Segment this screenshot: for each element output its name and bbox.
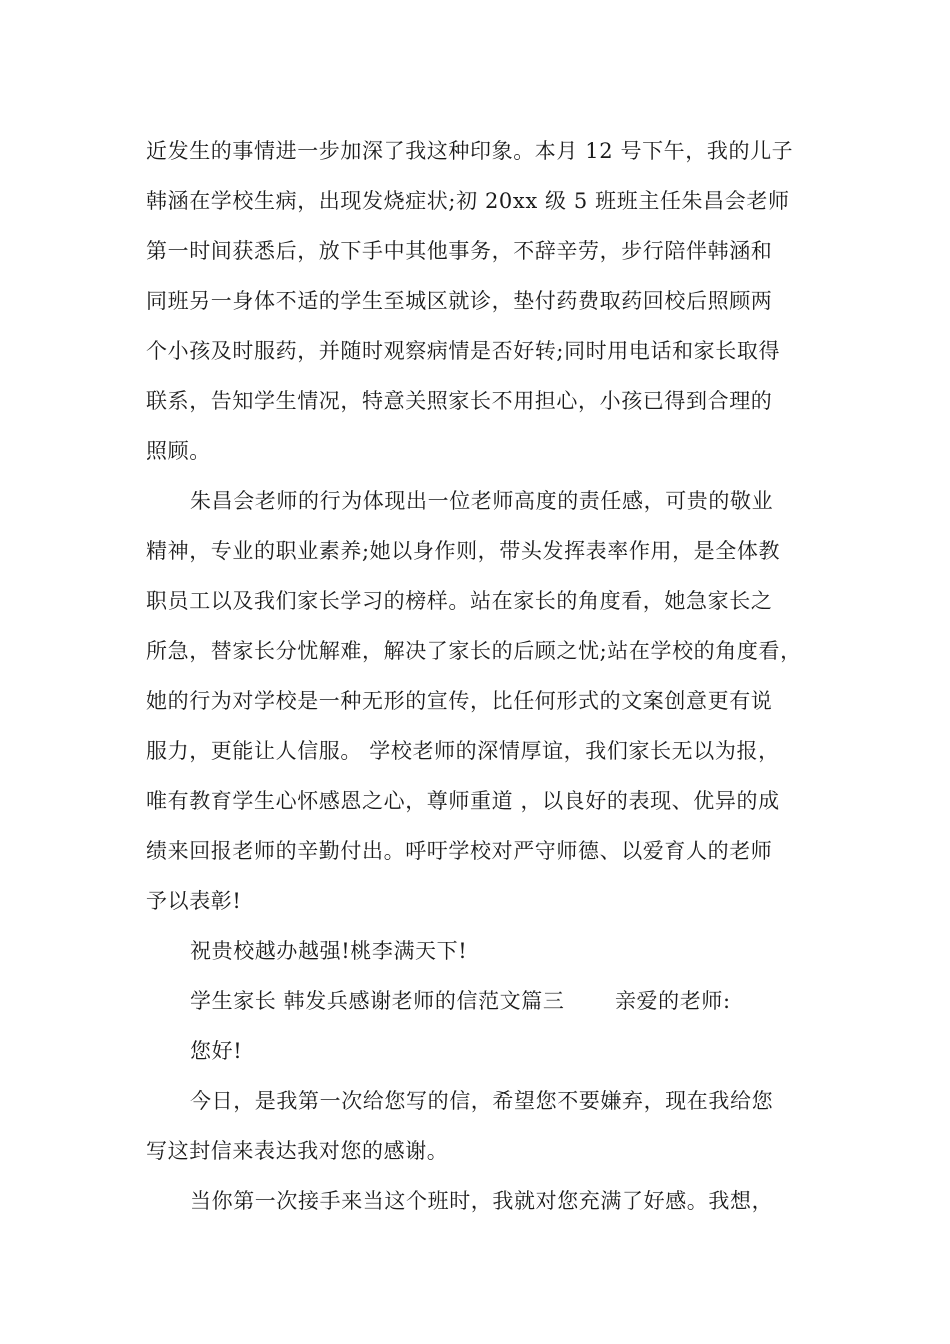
paragraph-1-line-3: 第一时间获悉后，放下手中其他事务，不辞辛劳，步行陪伴韩涵和 [146, 239, 773, 263]
paragraph-2-line-4: 所急，替家长分忧解难，解决了家长的后顾之忧;站在学校的角度看， [146, 639, 802, 663]
greeting-line: 您好! [190, 1039, 243, 1063]
paragraph-2-line-2: 精神，专业的职业素养;她以身作则，带头发挥表率作用，是全体教 [146, 539, 781, 563]
letter-heading-line: 学生家长 韩发兵感谢老师的信范文篇三 亲爱的老师: [190, 989, 731, 1013]
paragraph-2-line-1: 朱昌会老师的行为体现出一位老师高度的责任感，可贵的敬业 [190, 489, 774, 513]
paragraph-1-line-6: 联系，告知学生情况，特意关照家长不用担心，小孩已得到合理的 [146, 389, 773, 413]
paragraph-1-line-7: 照顾。 [146, 439, 211, 463]
paragraph-2-line-8: 绩来回报老师的辛勤付出。呼吁学校对严守师德、以爱育人的老师 [146, 839, 773, 863]
paragraph-2-line-7: 唯有教育学生心怀感恩之心，尊师重道 ，以良好的表现、优异的成 [146, 789, 780, 813]
paragraph-1-line-4: 同班另一身体不适的学生至城区就诊，垫付药费取药回校后照顾两 [146, 289, 773, 313]
paragraph-1-line-2: 韩涵在学校生病，出现发烧症状;初 20xx 级 5 班班主任朱昌会老师 [146, 189, 790, 213]
paragraph-4-line-1: 当你第一次接手来当这个班时，我就对您充满了好感。我想， [190, 1189, 774, 1213]
paragraph-1-line-1: 近发生的事情进一步加深了我这种印象。本月 12 号下午，我的儿子 [146, 139, 794, 163]
paragraph-2-line-9: 予以表彰! [146, 889, 242, 913]
paragraph-2-line-3: 职员工以及我们家长学习的榜样。站在家长的角度看，她急家长之 [146, 589, 773, 613]
wish-line: 祝贵校越办越强!桃李满天下! [190, 939, 468, 963]
paragraph-2-line-5: 她的行为对学校是一种无形的宣传，比任何形式的文案创意更有说 [146, 689, 773, 713]
paragraph-3-line-2: 写这封信来表达我对您的感谢。 [146, 1139, 449, 1163]
paragraph-3-line-1: 今日，是我第一次给您写的信，希望您不要嫌弃，现在我给您 [190, 1089, 774, 1113]
paragraph-1-line-5: 个小孩及时服药，并随时观察病情是否好转;同时用电话和家长取得 [146, 339, 781, 363]
paragraph-2-line-6: 服力，更能让人信服。 学校老师的深情厚谊，我们家长无以为报， [146, 739, 780, 763]
